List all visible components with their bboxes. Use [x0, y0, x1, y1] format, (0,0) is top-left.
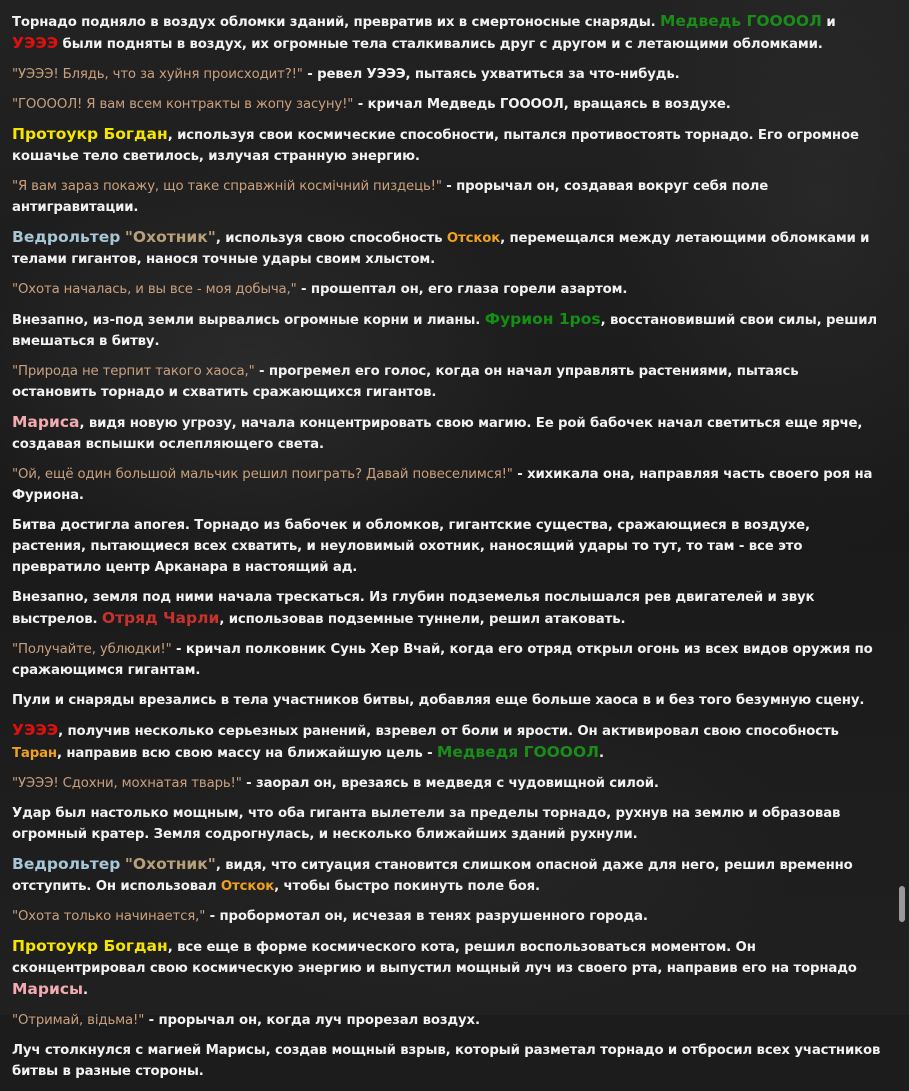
narration: - прогремел его голос, когда он начал управлять растениями, пытаясь остановить торнадо и схватить сражающихся гигантов.	[12, 364, 799, 400]
scrollbar-thumb[interactable]	[899, 886, 905, 922]
vertical-scrollbar[interactable]	[897, 0, 909, 1015]
narration: Пули и снаряды врезались в тела участников битвы, добавляя еще больше хаоса в и без того безумную сцену.	[12, 693, 865, 708]
narration: , видя новую угрозу, начала концентрировать свою магию. Ее рой бабочек начал светиться еще ярче, создавая вспышки ослепляющего света.	[12, 416, 863, 452]
character-name-bogdan: Протоукр Богдан	[12, 937, 168, 955]
narration: - заорал он, врезаясь в медведя с чудовищной силой.	[241, 776, 659, 791]
ability-name: Отскок	[446, 231, 501, 246]
narration: - прорычал он, когда луч прорезал воздух.	[144, 1013, 480, 1028]
character-title-hunter: "Охотник"	[124, 855, 216, 873]
story-paragraph	[12, 279, 886, 300]
ability-name: Таран	[12, 746, 57, 761]
story-paragraph	[12, 309, 886, 352]
character-title-hunter: "Охотник"	[124, 228, 216, 246]
narration: Внезапно, из-под земли вырвались огромные корни и лианы.	[12, 313, 485, 328]
story-paragraph	[12, 1010, 886, 1031]
dialogue-quote: "Ой, ещё один большой мальчик решил поиграть? Давай повеселимся!"	[12, 467, 513, 482]
character-name-vedrolter: Ведрольтер	[12, 855, 121, 873]
character-name-marisa: Мариса	[12, 413, 80, 431]
character-name-vedrolter: Ведрольтер	[12, 228, 121, 246]
character-name-furion: Фурион 1pos	[484, 310, 601, 328]
narration: - ревел УЭЭЭ, пытаясь ухватиться за что-нибудь.	[302, 67, 680, 82]
character-name-bogdan: Протоукр Богдан	[12, 125, 168, 143]
story-paragraph	[12, 124, 886, 167]
narration: Внезапно, земля под ними начала трескаться. Из глубин подземелья послышался рев двигателей и звук выстрелов.	[12, 590, 815, 627]
story-paragraph	[12, 176, 886, 218]
narration: , чтобы быстро покинуть поле боя.	[274, 879, 540, 894]
story-paragraph	[12, 803, 886, 845]
dialogue-quote: "Я вам зараз покажу, що таке справжній космічний пиздець!"	[12, 179, 442, 194]
dialogue-quote: "УЭЭЭ! Сдохни, мохнатая тварь!"	[12, 776, 242, 791]
narration: Торнадо подняло в воздух обломки зданий, превратив их в смертоносные снаряды.	[12, 15, 660, 30]
narration: , используя свои космические способности, пытался противостоять торнадо. Его огромное кошачье тело светилось, излучая странную энергию.	[12, 128, 859, 164]
story-paragraph	[12, 587, 886, 630]
narration: , все еще в форме космического кота, решил воспользоваться моментом. Он сконцентрировал свою космическую энергию и выпустил мощный луч из своего рта, направив его на торнадо	[12, 940, 857, 976]
story-paragraph	[12, 906, 886, 927]
story-paragraph	[12, 639, 886, 681]
dialogue-quote: "Охота началась, и вы все - моя добыча,"	[12, 282, 297, 297]
dialogue-quote: "Охота только начинается,"	[12, 909, 206, 924]
narration: - кричал Медведь ГООООЛ, вращаясь в воздухе.	[353, 97, 731, 112]
dialogue-quote: "Получайте, ублюдки!"	[12, 642, 172, 657]
character-name-charlie-squad: Отряд Чарли	[101, 609, 220, 627]
story-paragraph	[12, 227, 886, 270]
narration: Луч столкнулся с магией Марисы, создав мощный взрыв, который разметал торнадо и отбросил всех участников битвы в разные стороны.	[12, 1043, 881, 1079]
narration: , получив несколько серьезных ранений, взревел от боли и ярости. Он активировал свою способность	[58, 724, 839, 739]
narration: - прошептал он, его глаза горели азартом.	[296, 282, 628, 297]
story-paragraph	[12, 690, 886, 711]
narration: - хихикала она, направляя часть своего роя на Фуриона.	[12, 467, 873, 503]
narration: - прорычал он, создавая вокруг себя поле антигравитации.	[12, 179, 769, 215]
story-paragraph	[12, 936, 886, 1001]
narration: , перемещался между летающими обломками и телами гигантов, нанося точные удары своим хлыстом.	[12, 231, 870, 267]
narration: , направив всю свою массу на ближайшую цель -	[56, 746, 437, 761]
narration: были подняты в воздух, их огромные тела сталкивались друг с другом и с летающими обломками.	[58, 37, 823, 52]
character-name-marisa: Марисы	[12, 980, 84, 998]
character-name-ueee: УЭЭЭ	[12, 721, 59, 739]
narration: , используя свою способность	[215, 231, 447, 246]
story-paragraph	[12, 94, 886, 115]
character-name-bear: Медведя ГООООЛ	[436, 743, 600, 761]
narration: и	[821, 15, 836, 30]
ability-name: Отскок	[220, 879, 275, 894]
narration: Битва достигла апогея. Торнадо из бабочек и обломков, гигантские существа, сражающиеся в воздухе, растения, пытающиеся всех схватить, и неуловимый охотник, наносящий удары то тут, то там - все это превратило центр Арканара в настоящий ад.	[12, 518, 810, 575]
narration: .	[599, 746, 604, 761]
narration: .	[83, 983, 88, 998]
character-name-bear: Медведь ГООООЛ	[659, 12, 822, 30]
story-paragraph	[12, 720, 886, 764]
story-paragraph	[12, 854, 886, 897]
story-paragraph	[12, 773, 886, 794]
dialogue-quote: "Природа не терпит такого хаоса,"	[12, 364, 255, 379]
story-paragraph	[12, 412, 886, 455]
character-name-ueee: УЭЭЭ	[12, 34, 59, 52]
dialogue-quote: "Отримай, відьма!"	[12, 1013, 145, 1028]
story-paragraph	[12, 515, 886, 578]
story-paragraph	[12, 464, 886, 506]
story-paragraph	[12, 361, 886, 403]
dialogue-quote: "УЭЭЭ! Блядь, что за хуйня происходит?!"	[12, 67, 303, 82]
narration: , восстановивший свои силы, решил вмешаться в битву.	[12, 313, 877, 349]
narration: - кричал полковник Сунь Хер Вчай, когда его отряд открыл огонь из всех видов оружия по сражающимся гигантам.	[12, 642, 873, 678]
narration: Удар был настолько мощным, что оба гиганта вылетели за пределы торнадо, рухнув на землю и образовав огромный кратер. Земля содрогнулась, и несколько ближайших зданий рухнули.	[12, 806, 841, 842]
narration: - пробормотал он, исчезая в тенях разрушенного города.	[205, 909, 648, 924]
story-paragraph	[12, 1040, 886, 1082]
narration: , видя, что ситуация становится слишком опасной даже для него, решил временно отступить. Он использовал	[12, 858, 853, 894]
narration: , использовав подземные туннели, решил атаковать.	[219, 612, 626, 627]
story-paragraph	[12, 64, 886, 85]
dialogue-quote: "ГООООЛ! Я вам всем контракты в жопу засуну!"	[12, 97, 354, 112]
story-paragraph	[12, 11, 886, 55]
